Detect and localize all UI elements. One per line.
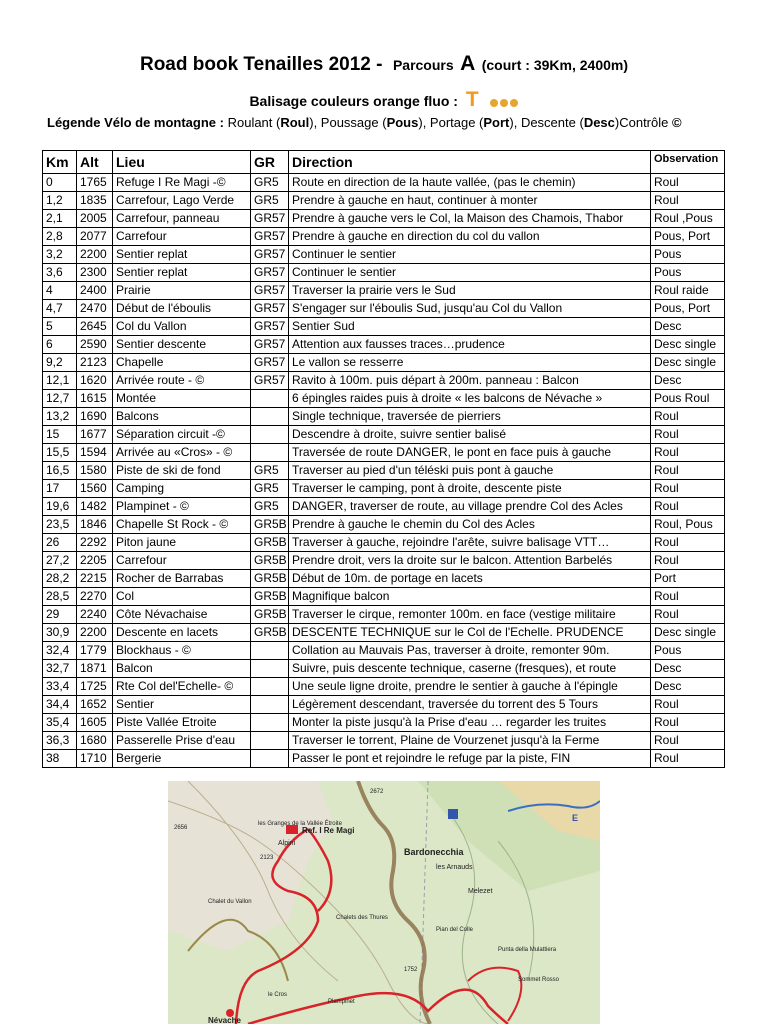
cell-alt: 1677 bbox=[77, 426, 113, 444]
cell-alt: 1594 bbox=[77, 444, 113, 462]
cell-km: 9,2 bbox=[43, 354, 77, 372]
cell-obs: Roul, Pous bbox=[651, 516, 725, 534]
cell-direction: Traverser à gauche, rejoindre l'arête, suivre balisage VTT… bbox=[289, 534, 651, 552]
cell-lieu: Piste de ski de fond bbox=[113, 462, 251, 480]
cell-km: 5 bbox=[43, 318, 77, 336]
cell-km: 12,7 bbox=[43, 390, 77, 408]
cell-gr bbox=[251, 426, 289, 444]
table-row bbox=[43, 336, 725, 354]
cell-obs: Roul bbox=[651, 552, 725, 570]
cell-obs: Desc single bbox=[651, 624, 725, 642]
header-observation: Observation bbox=[651, 151, 725, 174]
cell-obs: Pous Roul bbox=[651, 390, 725, 408]
cell-km: 28,2 bbox=[43, 570, 77, 588]
cell-direction: Ravito à 100m. puis départ à 200m. panneau : Balcon bbox=[289, 372, 651, 390]
cell-lieu: Carrefour bbox=[113, 552, 251, 570]
cell-km: 2,1 bbox=[43, 210, 77, 228]
cell-gr: GR57 bbox=[251, 282, 289, 300]
cell-direction: Traverser la prairie vers le Sud bbox=[289, 282, 651, 300]
cell-lieu: Montée bbox=[113, 390, 251, 408]
cell-direction: Prendre à gauche le chemin du Col des Acles bbox=[289, 516, 651, 534]
legend-line bbox=[47, 115, 682, 130]
cell-gr bbox=[251, 678, 289, 696]
legend-roulant: Roulant ( bbox=[227, 115, 281, 130]
cell-km: 30,9 bbox=[43, 624, 77, 642]
cell-gr bbox=[251, 660, 289, 678]
table-row bbox=[43, 570, 725, 588]
cell-obs: Roul bbox=[651, 480, 725, 498]
table-row bbox=[43, 354, 725, 372]
map-drawing bbox=[168, 781, 600, 1024]
table-row bbox=[43, 444, 725, 462]
table-row bbox=[43, 228, 725, 246]
cell-alt: 2005 bbox=[77, 210, 113, 228]
table-row bbox=[43, 264, 725, 282]
cell-km: 32,4 bbox=[43, 642, 77, 660]
cell-km: 19,6 bbox=[43, 498, 77, 516]
table-row bbox=[43, 174, 725, 192]
balisage-label: Balisage couleurs orange fluo : bbox=[249, 93, 458, 109]
table-row bbox=[43, 714, 725, 732]
cell-lieu: Blockhaus - © bbox=[113, 642, 251, 660]
cell-km: 3,6 bbox=[43, 264, 77, 282]
table-row bbox=[43, 246, 725, 264]
map-label-plampinet: Plampinet bbox=[328, 999, 355, 1005]
cell-gr: GR57 bbox=[251, 246, 289, 264]
cell-lieu: Séparation circuit -© bbox=[113, 426, 251, 444]
legend-portage: ), Portage ( bbox=[418, 115, 484, 130]
cell-lieu: Carrefour, Lago Verde bbox=[113, 192, 251, 210]
table-row bbox=[43, 426, 725, 444]
cell-km: 29 bbox=[43, 606, 77, 624]
cell-gr bbox=[251, 750, 289, 768]
map-label-refuge: Ref. I Re Magi bbox=[302, 826, 355, 835]
table-row bbox=[43, 300, 725, 318]
cell-direction: DESCENTE TECHNIQUE sur le Col de l'Echelle. PRUDENCE bbox=[289, 624, 651, 642]
cell-alt: 1871 bbox=[77, 660, 113, 678]
cell-km: 32,7 bbox=[43, 660, 77, 678]
cell-direction: Passer le pont et rejoindre le refuge par la piste, FIN bbox=[289, 750, 651, 768]
cell-km: 38 bbox=[43, 750, 77, 768]
cell-km: 15,5 bbox=[43, 444, 77, 462]
cell-direction: Monter la piste jusqu'à la Prise d'eau … regarder les truites bbox=[289, 714, 651, 732]
header-direction: Direction bbox=[289, 151, 651, 174]
table-header-row bbox=[43, 151, 725, 174]
cell-gr: GR57 bbox=[251, 210, 289, 228]
cell-km: 12,1 bbox=[43, 372, 77, 390]
map-label-melezet: Melezet bbox=[468, 888, 493, 895]
legend-roul: Roul bbox=[280, 115, 310, 130]
cell-direction: Attention aux fausses traces…prudence bbox=[289, 336, 651, 354]
cell-km: 36,3 bbox=[43, 732, 77, 750]
cell-gr: GR57 bbox=[251, 372, 289, 390]
cell-direction: Prendre à gauche en direction du col du vallon bbox=[289, 228, 651, 246]
cell-gr: GR57 bbox=[251, 228, 289, 246]
cell-obs: Roul bbox=[651, 426, 725, 444]
cell-obs: Roul bbox=[651, 408, 725, 426]
cell-alt: 1765 bbox=[77, 174, 113, 192]
header-km: Km bbox=[43, 151, 77, 174]
table-row bbox=[43, 372, 725, 390]
cell-alt: 2240 bbox=[77, 606, 113, 624]
cell-obs: Roul bbox=[651, 732, 725, 750]
cell-lieu: Sentier bbox=[113, 696, 251, 714]
cell-alt: 1560 bbox=[77, 480, 113, 498]
table-row bbox=[43, 480, 725, 498]
parcours-label: Parcours bbox=[392, 57, 454, 73]
cell-gr: GR5B bbox=[251, 552, 289, 570]
cell-km: 23,5 bbox=[43, 516, 77, 534]
map-label-bardonecchia: Bardonecchia bbox=[404, 847, 464, 857]
table-row bbox=[43, 390, 725, 408]
table-row bbox=[43, 588, 725, 606]
cell-km: 28,5 bbox=[43, 588, 77, 606]
cell-gr bbox=[251, 444, 289, 462]
cell-obs: Roul bbox=[651, 714, 725, 732]
cell-gr: GR5B bbox=[251, 606, 289, 624]
map-label-chalets-thures: Chalets des Thures bbox=[336, 915, 388, 921]
table-row bbox=[43, 408, 725, 426]
table-row bbox=[43, 660, 725, 678]
cell-lieu: Carrefour, panneau bbox=[113, 210, 251, 228]
cell-obs: Roul bbox=[651, 534, 725, 552]
cell-direction: Continuer le sentier bbox=[289, 246, 651, 264]
balisage-dots-icon bbox=[489, 94, 519, 110]
cell-lieu: Arrivée au «Cros» - © bbox=[113, 444, 251, 462]
cell-obs: Pous bbox=[651, 264, 725, 282]
cell-direction: Une seule ligne droite, prendre le sentier à gauche à l'épingle bbox=[289, 678, 651, 696]
table-row bbox=[43, 462, 725, 480]
table-row bbox=[43, 552, 725, 570]
table-row bbox=[43, 696, 725, 714]
cell-alt: 1846 bbox=[77, 516, 113, 534]
cell-direction: Traverser le cirque, remonter 100m. en face (vestige militaire bbox=[289, 606, 651, 624]
parcours-detail: (court : 39Km, 2400m) bbox=[481, 57, 629, 73]
cell-direction: Traverser au pied d'un téléski puis pont à gauche bbox=[289, 462, 651, 480]
cell-obs: Pous, Port bbox=[651, 300, 725, 318]
cell-lieu: Plampinet - © bbox=[113, 498, 251, 516]
cell-km: 16,5 bbox=[43, 462, 77, 480]
cell-obs: Roul bbox=[651, 498, 725, 516]
cell-obs: Desc bbox=[651, 660, 725, 678]
legend-port: Port bbox=[483, 115, 510, 130]
cell-gr: GR57 bbox=[251, 318, 289, 336]
table-row bbox=[43, 624, 725, 642]
cell-alt: 2300 bbox=[77, 264, 113, 282]
cell-alt: 1615 bbox=[77, 390, 113, 408]
cell-obs: Roul bbox=[651, 696, 725, 714]
cell-obs: Pous, Port bbox=[651, 228, 725, 246]
cell-alt: 2270 bbox=[77, 588, 113, 606]
cell-lieu: Rocher de Barrabas bbox=[113, 570, 251, 588]
cell-alt: 1680 bbox=[77, 732, 113, 750]
table-row bbox=[43, 210, 725, 228]
cell-alt: 2292 bbox=[77, 534, 113, 552]
table-row bbox=[43, 282, 725, 300]
map-label-2672: 2672 bbox=[370, 789, 384, 795]
cell-direction: Single technique, traversée de pierriers bbox=[289, 408, 651, 426]
cell-gr: GR5 bbox=[251, 480, 289, 498]
cell-direction: Collation au Mauvais Pas, traverser à droite, remonter 90m. bbox=[289, 642, 651, 660]
cell-direction: Légèrement descendant, traversée du torrent des 5 Tours bbox=[289, 696, 651, 714]
cell-lieu: Sentier replat bbox=[113, 264, 251, 282]
cell-alt: 2205 bbox=[77, 552, 113, 570]
cell-lieu: Bergerie bbox=[113, 750, 251, 768]
cell-lieu: Piste Vallée Etroite bbox=[113, 714, 251, 732]
cell-direction: Sentier Sud bbox=[289, 318, 651, 336]
table-row bbox=[43, 498, 725, 516]
cell-direction: Traversée de route DANGER, le pont en face puis à gauche bbox=[289, 444, 651, 462]
map-label-1752: 1752 bbox=[404, 967, 418, 973]
cell-obs: Desc single bbox=[651, 336, 725, 354]
map-label-cros: le Cros bbox=[268, 992, 288, 998]
cell-obs: Roul bbox=[651, 750, 725, 768]
cell-km: 33,4 bbox=[43, 678, 77, 696]
cell-lieu: Col bbox=[113, 588, 251, 606]
legend-pous: Pous bbox=[386, 115, 419, 130]
cell-lieu: Carrefour bbox=[113, 228, 251, 246]
cell-alt: 2590 bbox=[77, 336, 113, 354]
cell-km: 2,8 bbox=[43, 228, 77, 246]
table-row bbox=[43, 642, 725, 660]
header-gr: GR bbox=[251, 151, 289, 174]
controle-icon: © bbox=[671, 115, 682, 130]
cell-obs: Pous bbox=[651, 642, 725, 660]
header-alt: Alt bbox=[77, 151, 113, 174]
cell-lieu: Refuge I Re Magi -© bbox=[113, 174, 251, 192]
cell-lieu: Côte Névachaise bbox=[113, 606, 251, 624]
map-label-punta: Punta della Mulattiera bbox=[498, 947, 557, 953]
legend-desc: Desc bbox=[583, 115, 615, 130]
cell-lieu: Début de l'éboulis bbox=[113, 300, 251, 318]
cell-alt: 2200 bbox=[77, 246, 113, 264]
cell-km: 6 bbox=[43, 336, 77, 354]
cell-km: 34,4 bbox=[43, 696, 77, 714]
cell-direction: Route en direction de la haute vallée, (pas le chemin) bbox=[289, 174, 651, 192]
cell-alt: 1482 bbox=[77, 498, 113, 516]
map-label-granges: les Granges de la Vallée Étroite bbox=[258, 821, 342, 827]
cell-direction: Continuer le sentier bbox=[289, 264, 651, 282]
cell-lieu: Descente en lacets bbox=[113, 624, 251, 642]
cell-lieu: Sentier descente bbox=[113, 336, 251, 354]
cell-km: 3,2 bbox=[43, 246, 77, 264]
cell-alt: 1725 bbox=[77, 678, 113, 696]
table-row bbox=[43, 318, 725, 336]
cell-gr: GR5B bbox=[251, 570, 289, 588]
cell-obs: Desc bbox=[651, 678, 725, 696]
cell-obs: Roul bbox=[651, 588, 725, 606]
map-label-2656: 2656 bbox=[174, 825, 188, 831]
cell-direction: Début de 10m. de portage en lacets bbox=[289, 570, 651, 588]
cell-km: 26 bbox=[43, 534, 77, 552]
table-row bbox=[43, 192, 725, 210]
table-row bbox=[43, 732, 725, 750]
cell-alt: 2200 bbox=[77, 624, 113, 642]
balisage-line bbox=[0, 88, 768, 112]
cell-alt: 1779 bbox=[77, 642, 113, 660]
cell-gr: GR57 bbox=[251, 354, 289, 372]
cell-gr: GR57 bbox=[251, 300, 289, 318]
map-label-arnauds: les Arnauds bbox=[436, 864, 473, 871]
cell-gr bbox=[251, 642, 289, 660]
cell-lieu: Passerelle Prise d'eau bbox=[113, 732, 251, 750]
cell-km: 1,2 bbox=[43, 192, 77, 210]
table-row bbox=[43, 606, 725, 624]
table-row bbox=[43, 534, 725, 552]
page-title: Road book Tenailles 2012 - bbox=[139, 54, 383, 75]
parking-icon bbox=[448, 809, 458, 819]
cell-alt: 1605 bbox=[77, 714, 113, 732]
table-row bbox=[43, 750, 725, 768]
cell-gr: GR5B bbox=[251, 624, 289, 642]
cell-km: 35,4 bbox=[43, 714, 77, 732]
cell-obs: Desc bbox=[651, 318, 725, 336]
roadbook-title-line bbox=[0, 52, 768, 76]
cell-obs: Desc bbox=[651, 372, 725, 390]
cell-direction: Suivre, puis descente technique, caserne (fresques), et route bbox=[289, 660, 651, 678]
header-lieu: Lieu bbox=[113, 151, 251, 174]
map-label-chalet-vallon: Chalet du Vallon bbox=[208, 899, 252, 905]
cell-lieu: Col du Vallon bbox=[113, 318, 251, 336]
map-label-2123: 2123 bbox=[260, 855, 274, 861]
cell-km: 13,2 bbox=[43, 408, 77, 426]
table-row bbox=[43, 678, 725, 696]
cell-alt: 2123 bbox=[77, 354, 113, 372]
cell-obs: Roul raide bbox=[651, 282, 725, 300]
cell-obs: Roul bbox=[651, 606, 725, 624]
map-label-nevache: Névache bbox=[208, 1016, 241, 1024]
cell-lieu: Balcons bbox=[113, 408, 251, 426]
cell-km: 27,2 bbox=[43, 552, 77, 570]
parcours-letter: A bbox=[460, 52, 476, 75]
cell-lieu: Rte Col del'Echelle- © bbox=[113, 678, 251, 696]
cell-obs: Desc single bbox=[651, 354, 725, 372]
cell-km: 4 bbox=[43, 282, 77, 300]
cell-lieu: Arrivée route - © bbox=[113, 372, 251, 390]
cell-alt: 2077 bbox=[77, 228, 113, 246]
map-label-pian-colle: Pian del Colle bbox=[436, 927, 474, 933]
legend-poussage: ), Poussage ( bbox=[309, 115, 387, 130]
cell-direction: 6 épingles raides puis à droite « les balcons de Névache » bbox=[289, 390, 651, 408]
cell-alt: 1690 bbox=[77, 408, 113, 426]
cell-gr bbox=[251, 696, 289, 714]
map-label-e: E bbox=[572, 813, 579, 823]
cell-gr bbox=[251, 714, 289, 732]
legend-controle: )Contrôle bbox=[614, 115, 669, 130]
roadbook-table bbox=[42, 150, 725, 768]
cell-lieu: Camping bbox=[113, 480, 251, 498]
map-label-alpini: Alpini bbox=[278, 840, 296, 847]
cell-gr bbox=[251, 408, 289, 426]
cell-obs: Roul bbox=[651, 444, 725, 462]
cell-lieu: Balcon bbox=[113, 660, 251, 678]
table-row bbox=[43, 516, 725, 534]
cell-direction: Descendre à droite, suivre sentier balisé bbox=[289, 426, 651, 444]
cell-obs: Roul bbox=[651, 174, 725, 192]
cell-km: 17 bbox=[43, 480, 77, 498]
cell-gr: GR5 bbox=[251, 498, 289, 516]
cell-alt: 2470 bbox=[77, 300, 113, 318]
cell-gr: GR5B bbox=[251, 516, 289, 534]
cell-km: 0 bbox=[43, 174, 77, 192]
cell-gr: GR5 bbox=[251, 462, 289, 480]
cell-gr: GR5B bbox=[251, 534, 289, 552]
cell-obs: Roul bbox=[651, 462, 725, 480]
legend-descente: ), Descente ( bbox=[509, 115, 584, 130]
cell-lieu: Piton jaune bbox=[113, 534, 251, 552]
cell-alt: 2645 bbox=[77, 318, 113, 336]
cell-gr: GR5B bbox=[251, 588, 289, 606]
cell-direction: Prendre à gauche en haut, continuer à monter bbox=[289, 192, 651, 210]
cell-direction: DANGER, traverser de route, au village prendre Col des Acles bbox=[289, 498, 651, 516]
cell-alt: 1580 bbox=[77, 462, 113, 480]
cell-direction: Prendre droit, vers la droite sur le balcon. Attention Barbelés bbox=[289, 552, 651, 570]
cell-alt: 1835 bbox=[77, 192, 113, 210]
cell-alt: 2215 bbox=[77, 570, 113, 588]
cell-obs: Roul ,Pous bbox=[651, 210, 725, 228]
route-map bbox=[168, 781, 600, 1024]
cell-alt: 1620 bbox=[77, 372, 113, 390]
cell-gr: GR57 bbox=[251, 336, 289, 354]
balisage-mark: T bbox=[465, 88, 479, 111]
cell-gr: GR5 bbox=[251, 174, 289, 192]
cell-alt: 1652 bbox=[77, 696, 113, 714]
cell-direction: Prendre à gauche vers le Col, la Maison des Chamois, Thabor bbox=[289, 210, 651, 228]
legend-prefix: Légende Vélo de montagne : bbox=[47, 115, 224, 130]
cell-direction: Le vallon se resserre bbox=[289, 354, 651, 372]
cell-lieu: Chapelle bbox=[113, 354, 251, 372]
cell-km: 4,7 bbox=[43, 300, 77, 318]
cell-direction: S'engager sur l'éboulis Sud, jusqu'au Col du Vallon bbox=[289, 300, 651, 318]
cell-lieu: Prairie bbox=[113, 282, 251, 300]
cell-obs: Port bbox=[651, 570, 725, 588]
cell-gr bbox=[251, 390, 289, 408]
cell-direction: Magnifique balcon bbox=[289, 588, 651, 606]
cell-gr: GR57 bbox=[251, 264, 289, 282]
cell-alt: 2400 bbox=[77, 282, 113, 300]
cell-obs: Pous bbox=[651, 246, 725, 264]
cell-lieu: Chapelle St Rock - © bbox=[113, 516, 251, 534]
cell-gr: GR5 bbox=[251, 192, 289, 210]
cell-direction: Traverser le torrent, Plaine de Vourzenet jusqu'à la Ferme bbox=[289, 732, 651, 750]
cell-obs: Roul bbox=[651, 192, 725, 210]
map-label-sommet: Sommet Rosso bbox=[518, 977, 560, 983]
cell-km: 15 bbox=[43, 426, 77, 444]
cell-alt: 1710 bbox=[77, 750, 113, 768]
cell-direction: Traverser le camping, pont à droite, descente piste bbox=[289, 480, 651, 498]
cell-gr bbox=[251, 732, 289, 750]
cell-lieu: Sentier replat bbox=[113, 246, 251, 264]
